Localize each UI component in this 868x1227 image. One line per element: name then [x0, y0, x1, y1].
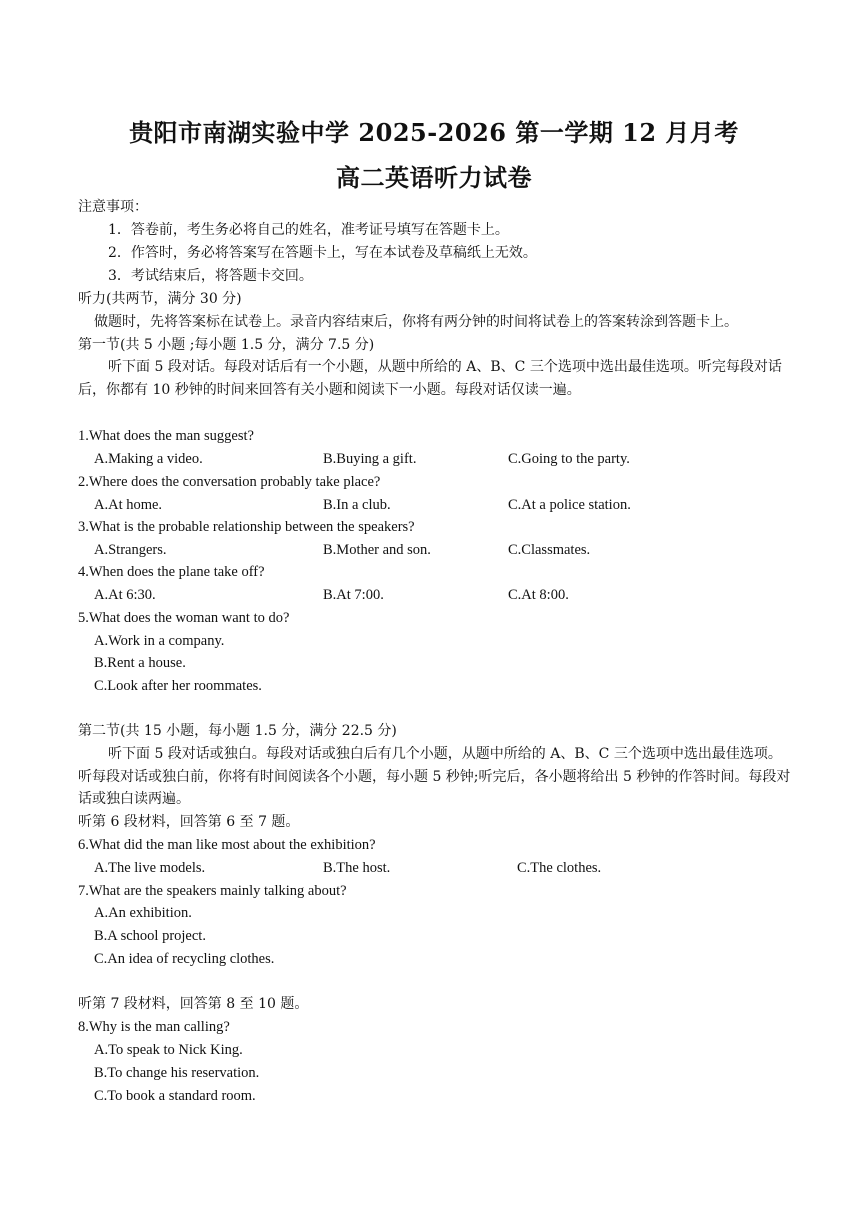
- question-stem: 4.When does the plane take off?: [78, 564, 265, 580]
- section1-heading: 第一节(共 5 小题 ;每小题 1.5 分，满分 7.5 分): [78, 337, 375, 353]
- listening-heading: 听力(共两节，满分 30 分): [78, 291, 242, 307]
- question-stem: 2.Where does the conversation probably take place?: [78, 474, 381, 490]
- section1-instruction: 听下面 5 段对话。每段对话后有一个小题，从题中所给的 A、B、C 三个选项中选出最佳选项。听完每段对话后，你都有 10 秒钟的时间来回答有关小题和阅读下一小题。每段对话仅读一遍。: [78, 359, 782, 398]
- option-b: B.Buying a gift.: [323, 451, 417, 467]
- note-item: 2．作答时，务必将答案写在答题卡上，写在本试卷及草稿纸上无效。: [108, 245, 537, 261]
- option-c: C.At a police station.: [508, 497, 631, 513]
- exam-title: 贵阳市南湖实验中学 2025-2026 第一学期 12 月月考: [129, 118, 739, 147]
- option-a: A.To speak to Nick King.: [94, 1042, 243, 1058]
- option-b: B.The host.: [323, 860, 391, 876]
- question-stem: 5.What does the woman want to do?: [78, 610, 290, 626]
- option-a: A.An exhibition.: [94, 905, 192, 921]
- question-stem: 6.What did the man like most about the exhibition?: [78, 837, 376, 853]
- option-c: C.An idea of recycling clothes.: [94, 951, 275, 967]
- question-stem: 7.What are the speakers mainly talking about?: [78, 883, 347, 899]
- option-c: C.At 8:00.: [508, 587, 569, 603]
- material6-heading: 听第 6 段材料，回答第 6 至 7 题。: [78, 814, 300, 830]
- option-a: A.Making a video.: [94, 451, 203, 467]
- section2-instruction: 听下面 5 段对话或独白。每段对话或独白后有几个小题，从题中所给的 A、B、C 三个选项中选出最佳选项。听每段对话或独白前，你将有时间阅读各个小题，每小题 5 秒钟;听完后，各小题将给出 5 秒钟的作答时间。每段对话或独白读两遍。: [78, 746, 791, 807]
- exam-subtitle: 高二英语听力试卷: [336, 163, 532, 192]
- note-item: 1．答卷前，考生务必将自己的姓名，准考证号填写在答题卡上。: [108, 222, 509, 238]
- option-b: B.A school project.: [94, 928, 206, 944]
- option-c: C.The clothes.: [517, 860, 602, 876]
- material7-heading: 听第 7 段材料，回答第 8 至 10 题。: [78, 996, 309, 1012]
- notes-heading: 注意事项：: [78, 199, 148, 215]
- section2-heading: 第二节(共 15 小题，每小题 1.5 分，满分 22.5 分): [78, 723, 397, 739]
- option-a: A.At home.: [94, 497, 163, 513]
- listening-instruction: 做题时，先将答案标在试卷上。录音内容结束后，你将有两分钟的时间将试卷上的答案转涂到答题卡上。: [94, 314, 738, 330]
- question-stem: 3.What is the probable relationship between the speakers?: [78, 519, 415, 535]
- option-b: B.Rent a house.: [94, 655, 186, 671]
- option-c: C.Going to the party.: [508, 451, 630, 467]
- note-item: 3．考试结束后，将答题卡交回。: [108, 268, 313, 284]
- option-c: C.Classmates.: [508, 542, 591, 558]
- question-stem: 1.What does the man suggest?: [78, 428, 254, 444]
- option-b: B.In a club.: [323, 497, 391, 513]
- option-b: B.At 7:00.: [323, 587, 384, 603]
- option-b: B.To change his reservation.: [94, 1065, 260, 1081]
- option-c: C.Look after her roommates.: [94, 678, 262, 694]
- question-stem: 8.Why is the man calling?: [78, 1019, 230, 1035]
- option-a: A.Strangers.: [94, 542, 167, 558]
- option-b: B.Mother and son.: [323, 542, 431, 558]
- option-a: A.At 6:30.: [94, 587, 156, 603]
- option-a: A.Work in a company.: [94, 633, 225, 649]
- option-a: A.The live models.: [94, 860, 206, 876]
- option-c: C.To book a standard room.: [94, 1088, 256, 1104]
